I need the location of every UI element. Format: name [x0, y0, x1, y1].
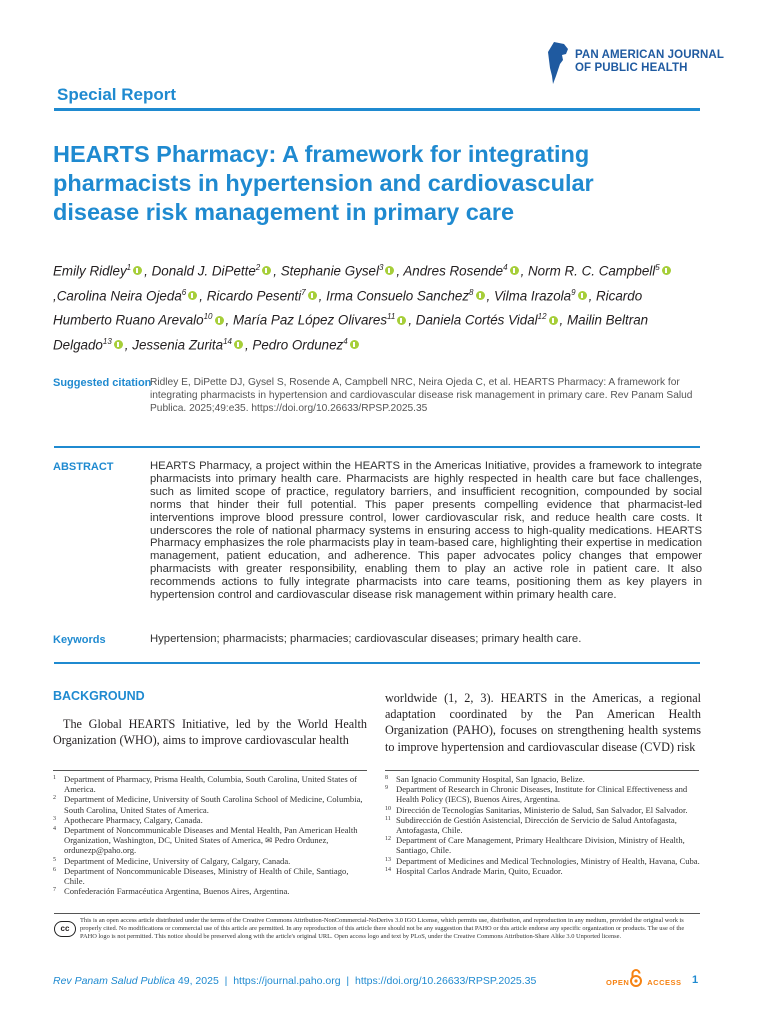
abstract-label: ABSTRACT — [53, 461, 114, 473]
article-title-line-2: pharmacists in hypertension and cardiovascular — [53, 170, 594, 196]
section-label: Special Report — [57, 85, 177, 104]
affiliation-item — [53, 774, 367, 794]
orcid-icon[interactable] — [510, 266, 519, 275]
body-text-left: The Global HEARTS Initiative, led by the World Health Organization (WHO), aims to improve cardiovascular health — [53, 717, 367, 748]
creative-commons-icon: cc — [54, 921, 76, 937]
author-separator: , — [520, 263, 529, 279]
license-divider — [54, 913, 700, 914]
author-affiliation-number: 2 — [255, 263, 261, 272]
affiliation-text: Department of Medicines and Medical Technologies, Ministry of Health, Havana, Cuba. — [396, 855, 700, 866]
footer-separator: | — [340, 975, 355, 987]
footnote-divider-left — [53, 770, 367, 771]
footer-doi-link[interactable]: https://doi.org/10.26633/RPSP.2025.35 — [355, 975, 537, 987]
affiliation-text: Department of Noncommunicable Diseases, Ministry of Health of Chile, Santiago, Chile. — [64, 865, 349, 887]
author-affiliation-number: 4 — [343, 337, 348, 347]
affiliation-item — [385, 774, 701, 784]
author-list — [53, 257, 703, 356]
open-access-label-left: OPEN — [606, 978, 630, 987]
orcid-icon[interactable] — [262, 266, 271, 275]
author-name: Norm R. C. Campbell — [528, 263, 656, 279]
footer-volume: 49, 2025 | — [175, 975, 234, 987]
author-separator: , — [53, 288, 57, 304]
affiliation-text: Department of Pharmacy, Prisma Health, Columbia, South Carolina, United States of America. — [64, 774, 358, 795]
orcid-icon[interactable] — [234, 340, 243, 349]
affiliation-item — [53, 866, 367, 886]
author-name: Ricardo Humberto Ruano Arevalo — [53, 288, 643, 328]
author-separator: , — [588, 288, 597, 304]
affiliation-item — [53, 886, 367, 896]
journal-logo-text — [575, 49, 724, 75]
orcid-icon[interactable] — [476, 291, 485, 300]
open-access-badge — [606, 978, 682, 987]
header-divider — [54, 108, 700, 111]
orcid-icon[interactable] — [578, 291, 587, 300]
author-separator: , — [124, 337, 133, 353]
affiliation-number: 9 — [385, 785, 388, 792]
affiliation-number: 11 — [385, 815, 391, 822]
affiliation-number: 3 — [53, 815, 56, 822]
orcid-icon[interactable] — [350, 340, 359, 349]
affiliation-item — [385, 835, 701, 855]
author-separator: , — [144, 263, 152, 279]
author-separator: , — [273, 263, 281, 279]
author-affiliation-number: 9 — [571, 287, 576, 297]
author-affiliation-number: 11 — [387, 312, 396, 322]
citation-text: Ridley E, DiPette DJ, Gysel S, Rosende A, Campbell NRC, Neira Ojeda C, et al. HEARTS Pharmacy: A framework for integrating pharmacists in hypertension and cardiovascular disease risk management in primary care. Rev Panam Salud Publica. 2025;49:e35. https://doi.org/10.26633/RPSP.2025.35 — [150, 377, 693, 415]
author-affiliation-number: 8 — [469, 287, 474, 297]
affiliation-text: Hospital Carlos Andrade Marin, Quito, Ecuador. — [396, 865, 563, 876]
author-affiliation-number: 1 — [126, 263, 132, 272]
author-separator: , — [225, 312, 233, 328]
author-name: Irma Consuelo Sanchez — [326, 288, 470, 304]
affiliation-number: 4 — [53, 826, 56, 833]
affiliation-text: Department of Medicine, University of Calgary, Calgary, Canada. — [64, 855, 291, 866]
author-affiliation-number: 4 — [503, 263, 508, 272]
affiliation-number: 7 — [53, 887, 56, 894]
orcid-icon[interactable] — [662, 266, 671, 275]
author-affiliation-number: 14 — [223, 337, 232, 347]
author-name: Pedro Ordunez — [252, 337, 344, 353]
abstract-text: HEARTS Pharmacy, a project within the HEARTS in the Americas Initiative, provides a framework to integrate pharmacists into primary health care. Pharmacists are highly respected in health care but face challenges, such as limited scope of practice, regulatory barriers, and insufficient recognition, compounded by social norms that hinder their full potential. This paper presents compelling evidence that pharmacist-led interventions improve blood pressure control, lower cardiovascular risk, and reduce health care costs. It underscores the role of national pharmacy systems in ensuring access to high-quality medications. HEARTS Pharmacy emphasizes the role pharmacists play in team-based care, highlighting their expertise in medication management, patient education, and adherence. This paper advocates policy changes that empower pharmacists with greater responsibility, enabling them to play an active role in patient care. It also recommends actions to fully integrate pharmacists into care teams, positioning them as key players in hypertension control and cardiovascular disease risk management within primary health care. — [150, 460, 702, 602]
journal-logo-line2: OF PUBLIC HEALTH — [575, 62, 688, 74]
author-separator: , — [408, 312, 416, 328]
author-name: Mailin Beltran Delgado — [53, 312, 649, 353]
open-access-label-right: ACCESS — [647, 978, 682, 987]
affiliations-right — [385, 774, 701, 876]
author-affiliation-number: 7 — [301, 287, 306, 297]
orcid-icon[interactable] — [308, 291, 317, 300]
journal-logo-line1: PAN AMERICAN JOURNAL — [575, 49, 724, 61]
affiliation-number: 13 — [385, 856, 391, 863]
author-affiliation-number: 6 — [181, 287, 187, 297]
orcid-icon[interactable] — [397, 316, 406, 325]
open-access-lock-icon — [629, 969, 643, 987]
author-separator: , — [244, 337, 253, 353]
author-separator: , — [559, 312, 567, 328]
orcid-icon[interactable] — [215, 316, 224, 325]
affiliation-item — [385, 784, 701, 804]
affiliation-text: Confederación Farmacéutica Argentina, Buenos Aires, Argentina. — [64, 886, 290, 897]
author-separator: , — [318, 288, 327, 304]
affiliation-number: 6 — [53, 866, 56, 873]
author-name: Stephanie Gysel — [280, 263, 379, 279]
author-separator: , — [396, 263, 404, 279]
affiliation-item — [53, 794, 367, 814]
author-separator: , — [486, 288, 494, 304]
citation-label: Suggested citation — [53, 377, 152, 389]
affiliation-item — [53, 856, 367, 866]
license-text: This is an open access article distributed under the terms of the Creative Commons Attribution-NonCommercial-NoDerivs 3.0 IGO License, which permits use, distribution, and reproduction in any medium, provided the original work is properly cited. No modifications or commercial use of this article are permitted. In any reproduction of this article there should not be any suggestion that PAHO or this article endorse any specific organization or products. The use of the PAHO logo is not permitted. This notice should be preserved along with the article's original URL. Open access logo and text by PLoS, under the Creative Commons Attribution-Share Alike 3.0 Unported license. — [80, 917, 685, 940]
author-name: Daniela Cortés Vidal — [415, 312, 538, 328]
citation-divider — [54, 446, 700, 448]
author-separator: , — [199, 288, 207, 304]
footer-url-link[interactable]: https://journal.paho.org — [233, 975, 341, 987]
author-affiliation-number: 12 — [537, 312, 547, 322]
page-footer — [53, 975, 536, 987]
footer-journal: Rev Panam Salud Publica — [53, 975, 175, 987]
affiliation-number: 5 — [53, 856, 56, 863]
author-affiliation-number: 10 — [203, 312, 213, 322]
affiliation-text: Department of Medicine, University of South Carolina School of Medicine, Columbia, South Carolina, United States of America. — [64, 794, 363, 815]
affiliations-left — [53, 774, 367, 896]
affiliation-item — [385, 815, 701, 835]
abstract-divider — [54, 662, 700, 664]
author-name: Jessenia Zurita — [132, 337, 224, 353]
affiliation-text: Department of Noncommunicable Diseases and Mental Health, Pan American Health Organization, Washington, DC, United States of America, ✉ Pedro Ordunez, ordunezp@paho.org. — [64, 825, 358, 856]
affiliation-text: Subdirección de Gestión Asistencial, Dirección de Servicio de Salud Antofagasta, Antofagasta, Chile. — [396, 814, 677, 836]
author-name: Ricardo Pesenti — [206, 288, 302, 304]
affiliation-number: 8 — [385, 775, 388, 781]
affiliation-number: 12 — [385, 836, 391, 843]
affiliation-number: 10 — [385, 805, 391, 812]
affiliation-item — [53, 825, 367, 856]
affiliation-text: Dirección de Tecnologías Sanitarias, Ministerio de Salud, San Salvador, El Salvador. — [396, 804, 688, 815]
page-number: 1 — [692, 974, 699, 986]
orcid-icon[interactable] — [133, 266, 142, 275]
orcid-icon[interactable] — [114, 340, 123, 349]
affiliation-item — [53, 815, 367, 825]
author-affiliation-number: 5 — [655, 263, 660, 272]
keywords-label: Keywords — [53, 634, 106, 646]
affiliation-text: San Ignacio Community Hospital, San Ignacio, Belize. — [396, 774, 585, 784]
affiliation-number: 2 — [53, 795, 56, 802]
author-name: Emily Ridley — [53, 263, 127, 279]
background-heading: BACKGROUND — [53, 689, 145, 703]
affiliation-item — [385, 856, 701, 866]
author-name: Carolina Neira Ojeda — [56, 288, 182, 304]
article-title — [53, 140, 693, 227]
affiliation-item — [385, 866, 701, 876]
orcid-icon[interactable] — [385, 266, 394, 275]
affiliation-number: 1 — [53, 775, 56, 781]
orcid-icon[interactable] — [188, 291, 197, 300]
author-affiliation-number: 3 — [378, 263, 384, 272]
author-affiliation-number: 13 — [102, 337, 112, 347]
article-title-line-1: HEARTS Pharmacy: A framework for integrating — [53, 141, 590, 167]
article-title-line-3: disease risk management in primary care — [53, 199, 515, 225]
affiliation-text: Department of Care Management, Primary Healthcare Division, Ministry of Health, Santiago, Chile. — [396, 835, 685, 856]
author-name: Vilma Irazola — [493, 288, 572, 304]
author-name: María Paz López Olivares — [232, 312, 388, 328]
journal-logo-icon — [546, 40, 576, 90]
footnote-divider-right — [385, 770, 699, 771]
affiliation-text: Department of Research in Chronic Diseases, Institute for Clinical Effectiveness and Health Policy (IECS), Buenos Aires, Argentina. — [396, 784, 688, 805]
author-name: Andres Rosende — [403, 263, 504, 279]
affiliation-number: 14 — [385, 866, 391, 873]
body-text-right: worldwide (1, 2, 3). HEARTS in the Americas, a regional adaptation coordinated by the Pan American Health Organization (PAHO), focuses on strengthening health systems to improve hypertension and cardiovascular disease (CVD) risk — [385, 691, 701, 754]
affiliation-text: Apothecare Pharmacy, Calgary, Canada. — [64, 814, 203, 825]
author-name: Donald J. DiPette — [151, 263, 256, 279]
affiliation-item — [385, 805, 701, 815]
keywords-text: Hypertension; pharmacists; pharmacies; cardiovascular diseases; primary health care. — [150, 633, 582, 645]
orcid-icon[interactable] — [549, 316, 558, 325]
